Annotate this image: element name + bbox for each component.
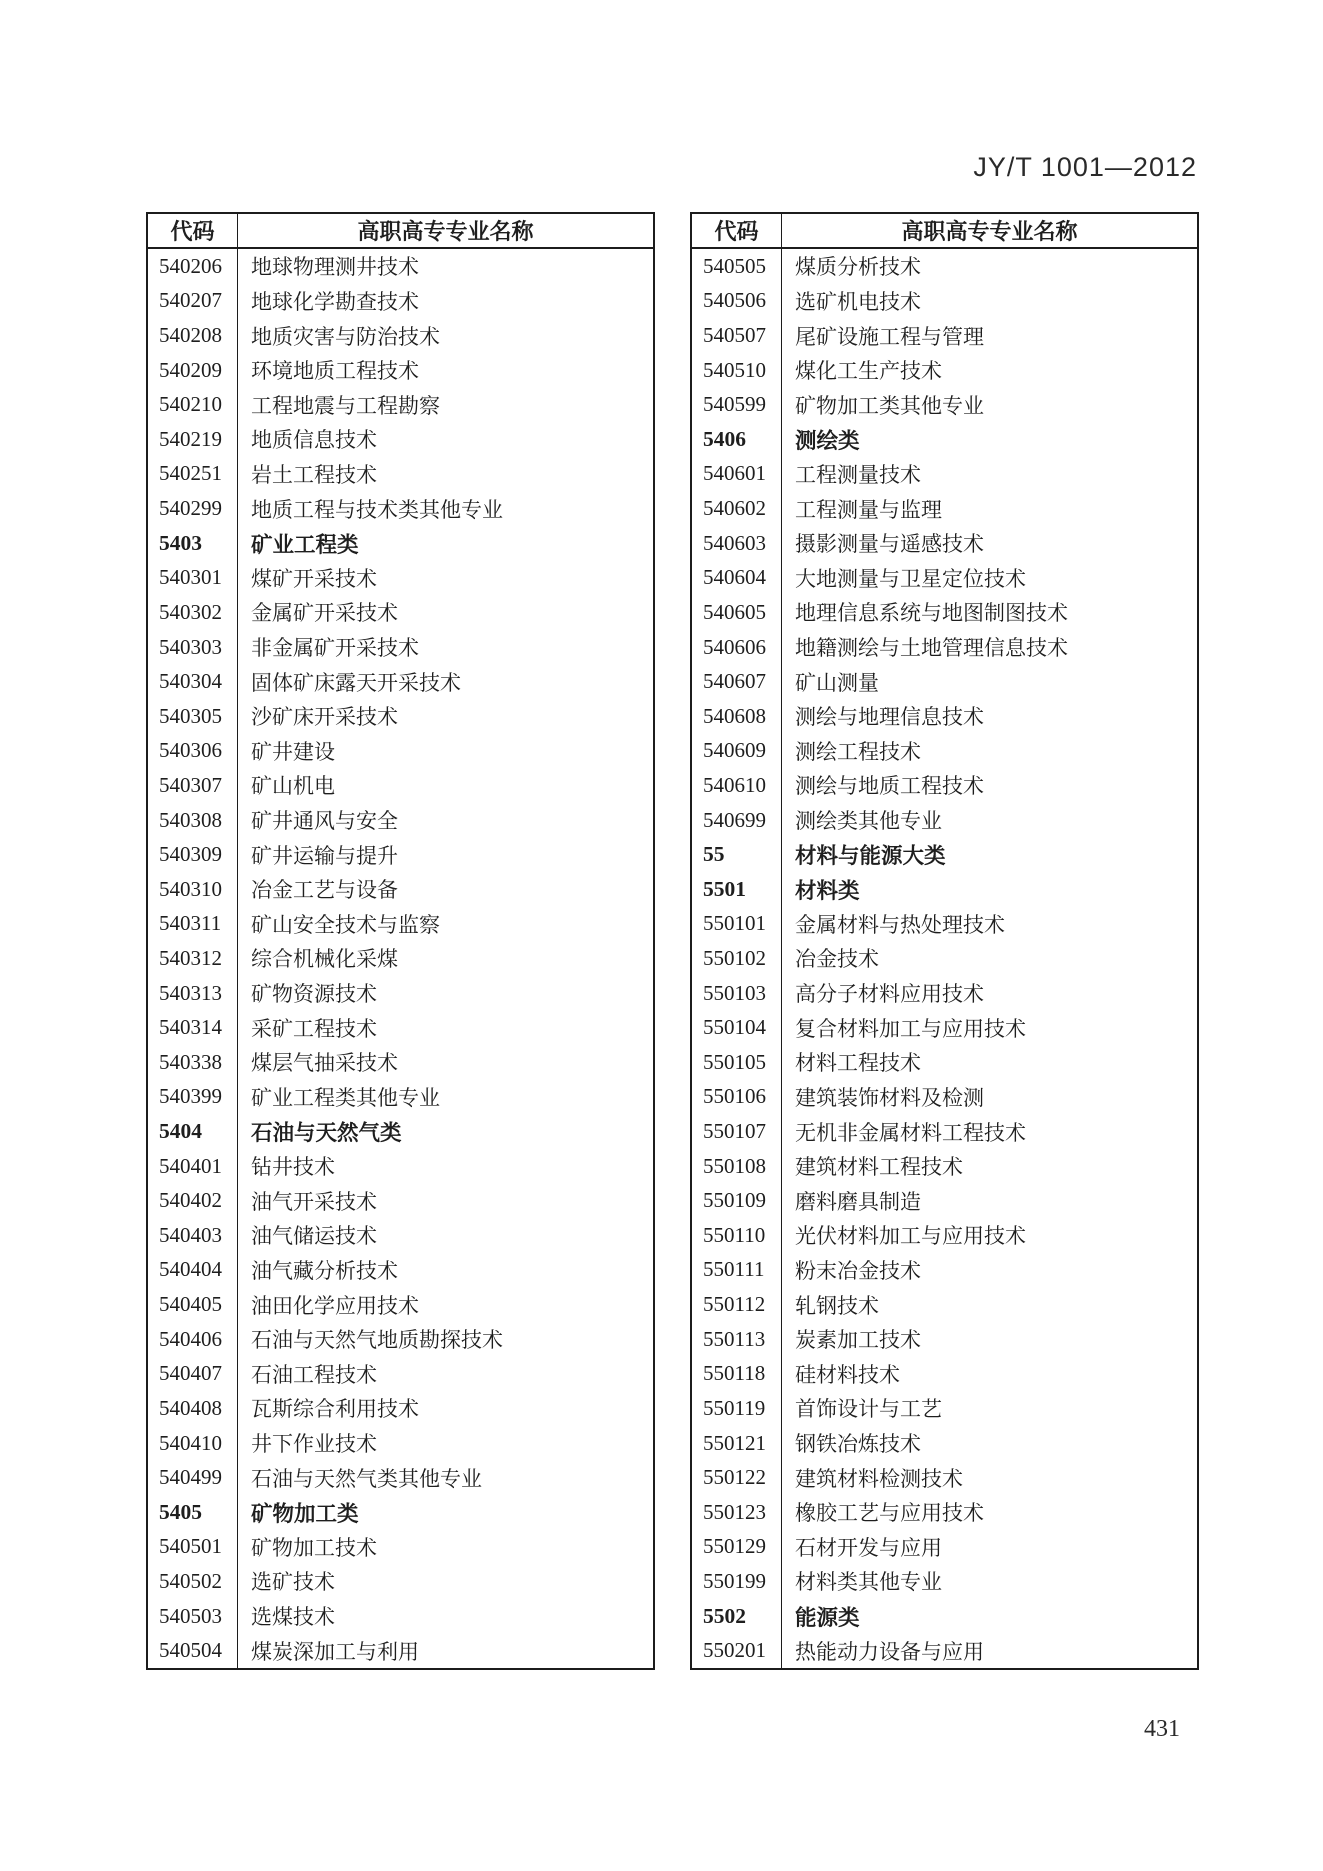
table-row (148, 318, 653, 353)
table-row (692, 353, 1197, 388)
row-code: 540313 (148, 976, 238, 1011)
row-code: 550104 (692, 1010, 782, 1045)
table-row (692, 941, 1197, 976)
row-name: 矿物加工技术 (251, 1535, 377, 1560)
table-row (148, 976, 653, 1011)
row-code: 540403 (148, 1218, 238, 1253)
row-code: 550101 (692, 907, 782, 942)
table-row (692, 734, 1197, 769)
row-code: 540210 (148, 387, 238, 422)
row-code: 540303 (148, 630, 238, 665)
row-code: 540404 (148, 1253, 238, 1288)
row-code: 540306 (148, 734, 238, 769)
row-name: 矿井建设 (251, 739, 335, 764)
row-name: 固体矿床露天开采技术 (251, 670, 461, 695)
row-name: 磨料磨具制造 (795, 1189, 921, 1214)
row-name: 油田化学应用技术 (251, 1293, 419, 1318)
row-name: 热能动力设备与应用 (795, 1639, 984, 1664)
table-row (692, 1080, 1197, 1115)
table-row (148, 1045, 653, 1080)
table-row (692, 1599, 1197, 1634)
table-row (148, 1460, 653, 1495)
row-code: 540410 (148, 1426, 238, 1461)
table-row (692, 1495, 1197, 1530)
table-row (692, 803, 1197, 838)
row-code: 540209 (148, 353, 238, 388)
row-name: 测绘与地理信息技术 (795, 705, 984, 730)
row-code: 540405 (148, 1287, 238, 1322)
row-name: 石油与天然气类其他专业 (251, 1466, 482, 1491)
column-header-code: 代码 (692, 214, 782, 247)
row-name: 首饰设计与工艺 (795, 1397, 942, 1422)
row-name: 地质信息技术 (251, 428, 377, 453)
table-row (692, 1149, 1197, 1184)
table-row (148, 284, 653, 319)
row-name: 测绘工程技术 (795, 739, 921, 764)
table-row (148, 353, 653, 388)
table-row (148, 1183, 653, 1218)
row-name: 橡胶工艺与应用技术 (795, 1501, 984, 1526)
row-name: 地理信息系统与地图制图技术 (795, 601, 1068, 626)
row-name: 钢铁冶炼技术 (795, 1432, 921, 1457)
row-code: 540299 (148, 491, 238, 526)
row-code: 550123 (692, 1495, 782, 1530)
table-row (148, 630, 653, 665)
table-row (692, 1530, 1197, 1565)
row-name: 地质工程与技术类其他专业 (251, 497, 503, 522)
row-name: 非金属矿开采技术 (251, 636, 419, 660)
table-row (692, 1460, 1197, 1495)
table-row (692, 422, 1197, 457)
row-name: 矿山测量 (795, 670, 879, 695)
table-row (148, 1426, 653, 1461)
row-name: 矿物加工类其他专业 (795, 393, 984, 418)
table-row (692, 1253, 1197, 1288)
table-row (148, 595, 653, 630)
table-row (148, 768, 653, 803)
major-code-table-left (146, 212, 655, 1670)
row-code: 540207 (148, 284, 238, 319)
row-code: 550118 (692, 1357, 782, 1392)
table-row (148, 734, 653, 769)
table-row (692, 768, 1197, 803)
table-row (148, 1080, 653, 1115)
row-name: 工程测量与监理 (795, 497, 942, 522)
row-code: 550121 (692, 1426, 782, 1461)
table-row (692, 1391, 1197, 1426)
row-name: 沙矿床开采技术 (251, 705, 398, 730)
table-row (148, 1530, 653, 1565)
row-code: 540399 (148, 1080, 238, 1115)
row-name: 煤矿开采技术 (251, 566, 377, 591)
row-name: 炭素加工技术 (795, 1328, 921, 1353)
row-code: 540304 (148, 664, 238, 699)
row-code: 540407 (148, 1357, 238, 1392)
row-code: 540219 (148, 422, 238, 457)
row-code: 550112 (692, 1287, 782, 1322)
row-code: 540501 (148, 1530, 238, 1565)
row-name: 复合材料加工与应用技术 (795, 1016, 1026, 1041)
row-code: 550122 (692, 1460, 782, 1495)
row-code: 540206 (148, 249, 238, 284)
row-name: 材料工程技术 (795, 1051, 921, 1076)
table-row (692, 1322, 1197, 1357)
row-name: 建筑材料检测技术 (795, 1466, 963, 1491)
row-name: 硅材料技术 (795, 1362, 900, 1387)
table-row (148, 491, 653, 526)
row-code: 540308 (148, 803, 238, 838)
table-row (692, 1357, 1197, 1392)
row-name: 光伏材料加工与应用技术 (795, 1224, 1026, 1249)
row-name: 矿物加工类 (251, 1501, 359, 1526)
row-name: 测绘类其他专业 (795, 809, 942, 834)
table-row (148, 907, 653, 942)
row-name: 工程测量技术 (795, 462, 921, 487)
row-code: 5403 (148, 526, 238, 561)
table-row (148, 387, 653, 422)
row-code: 540606 (692, 630, 782, 665)
table-header-row (692, 214, 1197, 249)
row-code: 540309 (148, 837, 238, 872)
table-row (692, 1287, 1197, 1322)
row-name: 粉末冶金技术 (795, 1258, 921, 1283)
row-code: 540408 (148, 1391, 238, 1426)
row-name: 岩土工程技术 (251, 462, 377, 487)
row-code: 540499 (148, 1460, 238, 1495)
major-code-table-right (690, 212, 1199, 1670)
standard-code-header: JY/T 1001—2012 (973, 152, 1197, 182)
column-header-name: 高职高专专业名称 (901, 219, 1078, 244)
row-code: 540604 (692, 560, 782, 595)
row-name: 建筑材料工程技术 (795, 1155, 963, 1180)
row-name: 高分子材料应用技术 (795, 982, 984, 1007)
row-code: 5404 (148, 1114, 238, 1149)
row-code: 550113 (692, 1322, 782, 1357)
row-name: 石材开发与应用 (795, 1535, 942, 1560)
row-code: 540314 (148, 1010, 238, 1045)
row-code: 540504 (148, 1633, 238, 1668)
row-code: 5502 (692, 1599, 782, 1634)
row-code: 540338 (148, 1045, 238, 1080)
table-row (148, 1218, 653, 1253)
row-name: 摄影测量与遥感技术 (795, 532, 984, 557)
row-name: 煤化工生产技术 (795, 359, 942, 384)
row-name: 材料与能源大类 (795, 844, 946, 869)
table-row (692, 1010, 1197, 1045)
row-code: 540302 (148, 595, 238, 630)
row-name: 材料类 (795, 878, 860, 903)
table-row (692, 560, 1197, 595)
table-body-left (148, 249, 653, 1668)
row-name: 冶金技术 (795, 947, 879, 972)
table-row (148, 837, 653, 872)
row-code: 540599 (692, 387, 782, 422)
row-name: 大地测量与卫星定位技术 (795, 566, 1026, 591)
row-code: 540503 (148, 1599, 238, 1634)
row-name: 综合机械化采煤 (251, 947, 398, 972)
row-name: 井下作业技术 (251, 1432, 377, 1457)
row-name: 轧钢技术 (795, 1293, 879, 1318)
row-code: 550102 (692, 941, 782, 976)
row-name: 采矿工程技术 (251, 1016, 377, 1041)
row-code: 540510 (692, 353, 782, 388)
row-name: 矿井运输与提升 (251, 843, 398, 868)
table-row (148, 1633, 653, 1668)
table-row (692, 1426, 1197, 1461)
row-code: 550105 (692, 1045, 782, 1080)
table-row (148, 1357, 653, 1392)
table-row (692, 595, 1197, 630)
row-name: 能源类 (795, 1605, 860, 1630)
table-row (692, 249, 1197, 284)
table-row (148, 803, 653, 838)
row-code: 550107 (692, 1114, 782, 1149)
table-row (148, 1599, 653, 1634)
row-code: 540608 (692, 699, 782, 734)
row-name: 选矿技术 (251, 1570, 335, 1595)
row-name: 地球物理测井技术 (251, 255, 419, 280)
row-code: 540502 (148, 1564, 238, 1599)
row-name: 矿业工程类其他专业 (251, 1085, 440, 1110)
row-name: 钻井技术 (251, 1155, 335, 1180)
table-row (692, 1633, 1197, 1668)
row-code: 540610 (692, 768, 782, 803)
row-code: 550129 (692, 1530, 782, 1565)
row-name: 矿物资源技术 (251, 982, 377, 1007)
row-name: 测绘类 (795, 428, 860, 453)
table-row (148, 941, 653, 976)
row-name: 石油与天然气地质勘探技术 (251, 1328, 503, 1353)
table-row (148, 1149, 653, 1184)
table-row (692, 284, 1197, 319)
row-name: 工程地震与工程勘察 (251, 393, 440, 418)
row-code: 540307 (148, 768, 238, 803)
table-row (692, 526, 1197, 561)
table-row (692, 630, 1197, 665)
row-code: 540305 (148, 699, 238, 734)
row-name: 地质灾害与防治技术 (251, 324, 440, 349)
row-name: 材料类其他专业 (795, 1570, 942, 1595)
row-code: 540312 (148, 941, 238, 976)
row-name: 油气储运技术 (251, 1224, 377, 1249)
row-code: 540506 (692, 284, 782, 319)
row-name: 油气开采技术 (251, 1189, 377, 1214)
row-code: 540602 (692, 491, 782, 526)
table-row (148, 1391, 653, 1426)
table-row (692, 837, 1197, 872)
table-row (148, 1564, 653, 1599)
row-name: 煤炭深加工与利用 (251, 1639, 419, 1664)
row-code: 540251 (148, 457, 238, 492)
table-row (148, 526, 653, 561)
table-row (148, 1253, 653, 1288)
row-code: 540310 (148, 872, 238, 907)
row-code: 540505 (692, 249, 782, 284)
row-name: 尾矿设施工程与管理 (795, 324, 984, 349)
row-code: 540301 (148, 560, 238, 595)
row-name: 油气藏分析技术 (251, 1258, 398, 1283)
row-code: 550201 (692, 1633, 782, 1668)
table-body-right (692, 249, 1197, 1668)
row-name: 瓦斯综合利用技术 (251, 1397, 419, 1422)
table-row (148, 664, 653, 699)
table-row (692, 387, 1197, 422)
table-row (692, 699, 1197, 734)
row-name: 金属材料与热处理技术 (795, 912, 1005, 937)
column-header-code: 代码 (148, 214, 238, 247)
table-row (148, 1114, 653, 1149)
row-code: 5501 (692, 872, 782, 907)
table-row (692, 907, 1197, 942)
row-code: 55 (692, 837, 782, 872)
row-code: 550106 (692, 1080, 782, 1115)
row-code: 540208 (148, 318, 238, 353)
row-name: 金属矿开采技术 (251, 601, 398, 626)
row-code: 5405 (148, 1495, 238, 1530)
table-row (692, 1114, 1197, 1149)
table-header-row (148, 214, 653, 249)
row-name: 地籍测绘与土地管理信息技术 (795, 636, 1068, 660)
row-code: 550108 (692, 1149, 782, 1184)
table-row (692, 1183, 1197, 1218)
column-header-name: 高职高专专业名称 (357, 219, 534, 244)
table-row (692, 318, 1197, 353)
row-code: 550110 (692, 1218, 782, 1253)
row-code: 550103 (692, 976, 782, 1011)
row-code: 540607 (692, 664, 782, 699)
row-code: 5406 (692, 422, 782, 457)
table-row (148, 1322, 653, 1357)
table-row (148, 872, 653, 907)
row-name: 矿山机电 (251, 774, 335, 799)
row-code: 540402 (148, 1183, 238, 1218)
row-name: 煤质分析技术 (795, 255, 921, 280)
page-number: 431 (1144, 1716, 1180, 1742)
row-name: 环境地质工程技术 (251, 359, 419, 384)
row-code: 540603 (692, 526, 782, 561)
row-name: 测绘与地质工程技术 (795, 774, 984, 799)
row-name: 选矿机电技术 (795, 289, 921, 314)
row-code: 540605 (692, 595, 782, 630)
table-row (148, 699, 653, 734)
table-row (692, 1564, 1197, 1599)
row-name: 无机非金属材料工程技术 (795, 1120, 1026, 1145)
row-code: 540601 (692, 457, 782, 492)
table-row (148, 1010, 653, 1045)
table-row (692, 1218, 1197, 1253)
row-name: 矿业工程类 (251, 532, 359, 557)
row-name: 选煤技术 (251, 1605, 335, 1630)
row-code: 550111 (692, 1253, 782, 1288)
row-name: 建筑装饰材料及检测 (795, 1085, 984, 1110)
table-row (692, 457, 1197, 492)
row-code: 540609 (692, 734, 782, 769)
row-code: 540699 (692, 803, 782, 838)
row-code: 540507 (692, 318, 782, 353)
table-row (692, 872, 1197, 907)
row-code: 550199 (692, 1564, 782, 1599)
table-row (148, 422, 653, 457)
table-row (148, 560, 653, 595)
row-name: 石油工程技术 (251, 1362, 377, 1387)
table-row (692, 1045, 1197, 1080)
table-row (148, 1287, 653, 1322)
table-row (148, 249, 653, 284)
row-code: 540406 (148, 1322, 238, 1357)
row-code: 540401 (148, 1149, 238, 1184)
row-name: 冶金工艺与设备 (251, 878, 398, 903)
table-row (692, 976, 1197, 1011)
table-row (148, 457, 653, 492)
row-name: 石油与天然气类 (251, 1121, 402, 1146)
row-name: 矿山安全技术与监察 (251, 912, 440, 937)
row-code: 550109 (692, 1183, 782, 1218)
table-row (692, 664, 1197, 699)
row-code: 540311 (148, 907, 238, 942)
row-code: 550119 (692, 1391, 782, 1426)
row-name: 矿井通风与安全 (251, 809, 398, 834)
row-name: 煤层气抽采技术 (251, 1051, 398, 1076)
table-row (692, 491, 1197, 526)
row-name: 地球化学勘查技术 (251, 289, 419, 314)
table-row (148, 1495, 653, 1530)
